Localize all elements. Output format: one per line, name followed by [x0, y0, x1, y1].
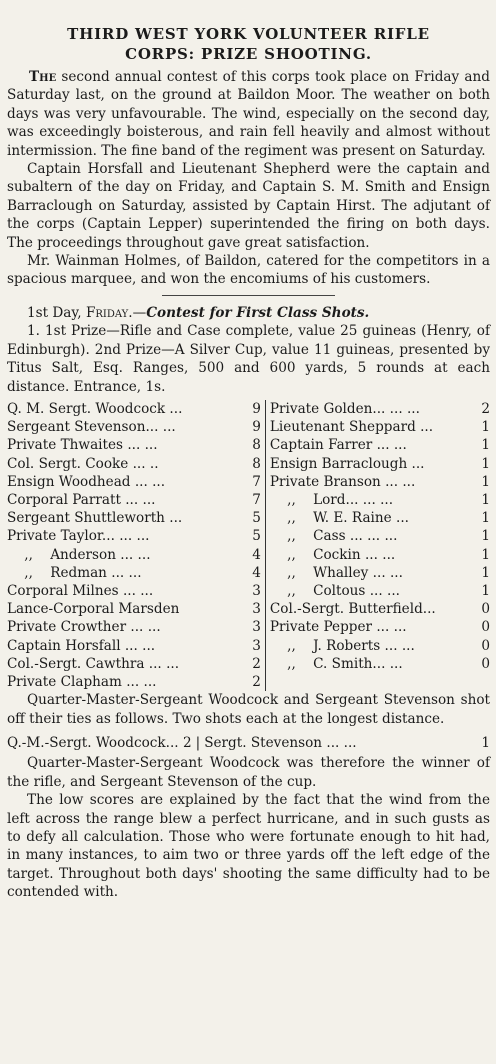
score-row: Col. Sergt. Cooke ... .. 8: [7, 455, 261, 472]
score-row: Private Crowther ... ... 3: [7, 619, 261, 636]
headline-line-1: THIRD WEST YORK VOLUNTEER RIFLE: [67, 25, 430, 43]
score-row: ,, Anderson ... ... 4: [7, 546, 261, 563]
ties-paragraph: Quarter-Master-Sergeant Woodcock and Sergeant Stevenson shot off their ties as follows. Two shots each at the longest distance.: [7, 692, 490, 727]
score-row: Private Thwaites ... ... 8: [7, 437, 261, 454]
score-row: Private Branson ... ... 1: [269, 473, 490, 490]
section-divider: [162, 295, 336, 296]
headline-line-2: CORPS: PRIZE SHOOTING.: [125, 45, 372, 63]
score-row: Corporal Parratt ... ... 7: [7, 491, 261, 508]
lead-word: The: [29, 69, 57, 85]
score-row: Private Pepper ... ... 0: [269, 619, 490, 636]
score-row: Private Golden... ... ... 2: [269, 400, 490, 417]
score-row: Lieutenant Sheppard ... 1: [269, 419, 490, 436]
score-row: ,, C. Smith... ... 0: [269, 655, 490, 672]
intro-text: second annual contest of this corps took place on Friday and Saturday last, on the ground at Baildon Moor. The weather on both days was very unfavourable. The wind, especially on the second day, was exceedingly boisterous, and rain fell heavily and almost without intermission. The fine band of the regiment was present on Saturday.: [7, 69, 490, 159]
score-table: [7, 400, 490, 691]
score-row: Corporal Milnes ... ... 3: [7, 582, 261, 599]
day-name: Friday: [85, 304, 129, 321]
score-row: ,, Cockin ... ... 1: [269, 546, 490, 563]
day-dash: .—: [128, 304, 147, 321]
score-row: Q. M. Sergt. Woodcock ... 9: [7, 400, 261, 417]
score-row: Private Clapham ... ... 2: [7, 673, 261, 690]
score-row: Col.-Sergt. Butterfield... 0: [269, 601, 490, 618]
score-row: ,, Lord... ... ... 1: [269, 491, 490, 508]
score-row: Sergeant Shuttleworth ... 5: [7, 510, 261, 527]
intro-paragraph: [7, 68, 490, 160]
score-column-right: [265, 400, 490, 691]
day1-heading: [7, 304, 490, 322]
score-row: ,, Coltous ... ... 1: [269, 582, 490, 599]
score-row: Ensign Woodhead ... ... 7: [7, 473, 261, 490]
score-row: ,, Whalley ... ... 1: [269, 564, 490, 581]
score-column-left: [7, 400, 265, 691]
conditions-paragraph: The low scores are explained by the fact that the wind from the left across the range blew a perfect hurricane, and in such gusts as to defy all calculation. Those who were fortunate enough to hit had, in many instances, to aim two or three yards off the left edge of the target. Throughout both days' shooting the same difficulty had to be contended with.: [7, 792, 490, 901]
catering-paragraph: Mr. Wainman Holmes, of Baildon, catered for the competitors in a spacious marquee, and won the encomiums of his customers.: [7, 253, 490, 288]
score-row: Sergeant Stevenson... ... 9: [7, 419, 261, 436]
score-row: ,, Redman ... ... 4: [7, 564, 261, 581]
score-row: Captain Farrer ... ... 1: [269, 437, 490, 454]
tie-left: Q.-M.-Sergt. Woodcock... 2: [7, 734, 192, 751]
score-row: Captain Horsfall ... ... 3: [7, 637, 261, 654]
score-row: Private Taylor... ... ... 5: [7, 528, 261, 545]
score-row: ,, W. E. Raine ... 1: [269, 510, 490, 527]
score-row: Lance-Corporal Marsden 3: [7, 601, 261, 618]
score-row: ,, J. Roberts ... ... 0: [269, 637, 490, 654]
tie-separator: |: [195, 734, 201, 751]
prizes-paragraph: 1. 1st Prize—Rifle and Case complete, value 25 guineas (Henry, of Edinburgh). 2nd Prize—A Silver Cup, value 11 guineas, presented by Titus Salt, Esq. Ranges, 500 and 600 yards, 5 rounds at each distance. Entrance, 1s.: [7, 323, 490, 395]
contest-title: Contest for First Class Shots.: [146, 304, 370, 321]
winner-paragraph: Quarter-Master-Sergeant Woodcock was therefore the winner of the rifle, and Sergeant Stevenson of the cup.: [7, 755, 490, 790]
score-row: Ensign Barraclough ... 1: [269, 455, 490, 472]
officers-paragraph: Captain Horsfall and Lieutenant Shepherd were the captain and subaltern of the day on Friday, and Captain S. M. Smith and Ensign Barraclough on Saturday, assisted by Captain Hirst. The adjutant of the corps (Captain Lepper) superintended the firing on both days. The proceedings throughout gave great satisfaction.: [7, 161, 490, 251]
tie-result: [7, 734, 490, 752]
day-label: 1st Day,: [27, 304, 86, 321]
score-row: ,, Cass ... ... ... 1: [269, 528, 490, 545]
tie-right: Sergt. Stevenson ... ... 1: [204, 734, 490, 751]
score-row: Col.-Sergt. Cawthra ... ... 2: [7, 655, 261, 672]
